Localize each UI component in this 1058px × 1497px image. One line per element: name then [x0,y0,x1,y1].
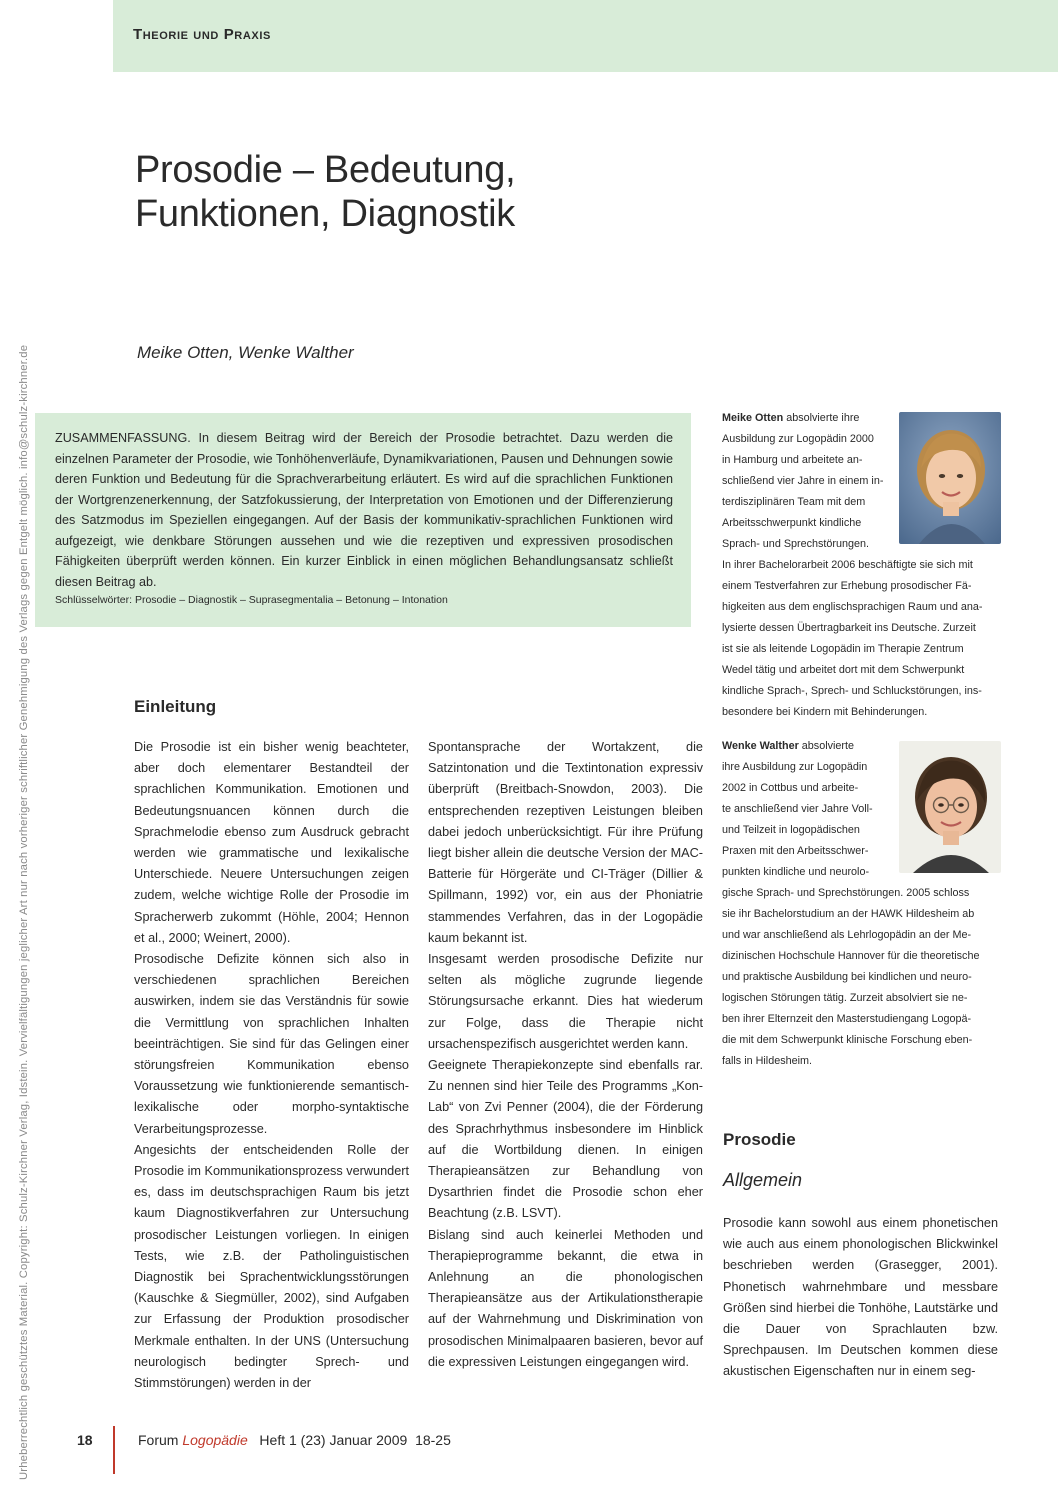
paragraph: Prosodische Defizite können sich also in verschiedenen sprachlichen Bereichen auswirken, indem sie das Verständnis für sowie die Vermittlung von sprachlichen Inhalten beeinträchtigen. Sie sind für das Gelingen einer störungsfreien Kommunikation ebenso Voraussetzung wie funktionierende semantisch-lexikalische oder morpho-syntaktische Verarbeitungsprozesse. [134,952,409,1136]
abstract-text: ZUSAMMENFASSUNG. In diesem Beitrag wird der Bereich der Prosodie betrachtet. Dazu werden die einzelnen Parameter der Prosodie, wie Tonhöhenverläufe, Dynamikvariationen, Pausen und Dehnungen sowie deren Funktion und Bedeutung für die Sprachverarbeitung erläutert. Es wird auf die sprachlichen Funktionen der Wortgrenzenerkennung, der Satzfokussierung, der Interpretation von Emotionen und der Differenzierung des Satzmodus im Speziellen eingegangen. Auf der Basis der kommunikativ-sprachlichen Funktionen wird aufgezeigt, wie denkbare Störungen aussehen und wie die rezeptiven und expressiven prosodischen Fähigkeiten überprüft werden können. Ein kurzer Einblick in einen möglichen Behandlungsansatz schließt diesen Beitrag ab. [55,431,673,589]
bio-line: Ausbildung zur Logopädin 2000 [722,433,874,445]
paragraph: Prosodie kann sowohl aus einem phonetischen wie auch aus einem phonologischen Blickwinkel beschrieben werden (Grasegger, 2001). Phonetisch wahrnehmbare und messbare Größen sind hierbei die Tonhöhe, Lautstärke und die Dauer von Sprachlauten bzw. Sprechpausen. Im Deutschen kommen diese akustischen Eigenschaften nur in einem seg- [723,1216,998,1379]
abstract-box [35,413,691,627]
bio-line: terdisziplinären Team mit dem [722,496,866,508]
bio-line: kindliche Sprach-, Sprech- und Schluckstörungen, ins- [722,685,982,697]
bio-line: dizinischen Hochschule Hannover für die theoretische [722,950,980,962]
bio-line: und praktische Ausbildung bei kindlichen und neuro- [722,971,972,983]
bio-line: ihre Ausbildung zur Logopädin [722,761,868,773]
bio-line: logischen Störungen tätig. Zurzeit absolviert sie ne- [722,992,968,1004]
article-authors: Meike Otten, Wenke Walther [137,343,354,362]
section-label: Theorie und Praxis [133,26,271,43]
bio-line: und war anschließend als Lehrlogopädin an der Me- [722,929,972,941]
keywords: Schlüsselwörter: Prosodie – Diagnostik – Suprasegmentalia – Betonung – Intonation [55,594,448,606]
page-number: 18 [77,1432,93,1448]
footer-divider [113,1426,115,1474]
copyright-notice: Urheberrechtlich geschütztes Material. Copyright: Schulz-Kirchner Verlag, Idstein. Vervielfältigungen jeglicher Art nur nach vorheriger schriftlicher Genehmigung des Verlags gegen Entgelt möglich. info@schulz-kirchner.de [18,344,30,1480]
bio-line: ist sie als leitende Logopädin im Therapie Zentrum [722,643,964,655]
bio-name: Meike Otten [722,412,784,424]
bio-line: punkten kindliche und neurolo- [722,866,870,878]
journal-footer [138,1432,451,1448]
bio-line: in Hamburg und arbeitete an- [722,454,863,466]
body-column-2 [428,737,703,1373]
bio-line: Sprach- und Sprechstörungen. [722,538,870,550]
journal-issue: Heft 1 (23) Januar 2009 18-25 [247,1432,451,1448]
journal-name-1: Forum [138,1432,183,1448]
bio-line: besondere bei Kindern mit Behinderungen. [722,706,928,718]
bio-line: higkeiten aus dem englischsprachigen Raum und ana- [722,601,983,613]
bio-name: Wenke Walther [722,740,799,752]
bio-line: Arbeitsschwerpunkt kindliche [722,517,862,529]
bio-line: In ihrer Bachelorarbeit 2006 beschäftigte sie sich mit [722,559,973,571]
bio-line: ben ihrer Elternzeit den Masterstudiengang Logopä- [722,1013,972,1025]
bio-intro: absolvierte [798,740,855,752]
paragraph: Geeignete Therapiekonzepte sind ebenfalls rar. Zu nennen sind hier Teile des Programms „Kon-Lab“ von Zvi Penner (2004), die der Förderung des Sprachrhythmus insbesondere im Hinblick auf die Wortbildung dienen. In einigen Therapieansätzen zur Behandlung von Dysarthrien findet die Prosodie schon eher Beachtung (z.B. LSVT). [428,1058,703,1221]
bio-line: Wedel tätig und arbeitet dort mit dem Schwerpunkt [722,664,965,676]
paragraph: Angesichts der entscheidenden Rolle der Prosodie im Kommunikationsprozess verwundert es, dass im deutschsprachigen Raum bis jetzt kaum Diagnostikverfahren zur Untersuchung prosodischer Leistungen vorliegen. In einigen Tests, wie z.B. der Patholinguistischen Diagnostik bei Sprachentwicklungsstörungen (Kauschke & Siegmüller, 2002), sind Aufgaben zur Erfassung der Produktion prosodischer Merkmale enthalten. In der UNS (Untersuchung neurologisch bedingter Sprech- und Stimmstörungen) werden in der [134,1142,410,1391]
body-column-1 [134,737,409,1394]
bio-line: falls in Hildesheim. [722,1055,813,1067]
bio-line: sie ihr Bachelorstudium an der HAWK Hildesheim ab [722,908,975,920]
bio-intro: absolvierte ihre [783,412,860,424]
paragraph: Bislang sind auch keinerlei Methoden und Therapieprogramme bekannt, die etwa in Anlehnung an die phonologischen Therapieansätze aus der Artikulationstherapie auf der Wahrnehmung und Diskrimination von prosodischen Minimalpaaren basieren, bevor auf die expressiven Leistungen eingegangen wird. [428,1227,703,1369]
paragraph: Spontansprache der Wortakzent, die Satzintonation und die Textintonation expressiv überprüft (Breitbach-Snowdon, 2003). Die entsprechenden rezeptiven Leistungen bleiben dabei jedoch unberücksichtigt. Für ihre Prüfung liegt bisher allein die deutsche Version der MAC-Batterie für Hörgeräte und CI-Träger (Dillier & Spillmann, 1992) vor, ein aus der Phoniatrie stammendes Verfahren, das in der Logopädie kaum bekannt ist. [428,740,703,945]
bio-line: gische Sprach- und Sprechstörungen. 2005 schloss [722,887,970,899]
bio-line: 2002 in Cottbus und arbeite- [722,782,859,794]
title-line-2: Funktionen, Diagnostik [135,193,515,235]
bio-walther [722,736,1012,1072]
bio-line: und Teilzeit in logopädischen [722,824,860,836]
bio-line: einem Testverfahren zur Erhebung prosodischer Fä- [722,580,972,592]
heading-prosodie: Prosodie [723,1130,796,1149]
article-title [135,148,695,236]
paragraph: Insgesamt werden prosodische Defizite nur selten als mögliche zugrunde liegende Störungsursache erkannt. Dies hat wiederum zur Folge, dass die Therapie nicht ursachenspezifisch ausgerichtet werden kann. [428,952,703,1051]
body-column-3 [723,1213,998,1383]
bio-line: te anschließend vier Jahre Voll- [722,803,873,815]
journal-name-2: Logopädie [182,1432,248,1448]
bio-otten [722,408,1012,723]
title-line-1: Prosodie – Bedeutung, [135,149,516,191]
bio-line: schließend vier Jahre in einem in- [722,475,884,487]
bio-line: Praxen mit den Arbeitsschwer- [722,845,869,857]
bio-line: die mit dem Schwerpunkt klinische Forschung eben- [722,1034,973,1046]
paragraph: Die Prosodie ist ein bisher wenig beachteter, aber doch elementarer Bestandteil der sprachlichen Kommunikation. Emotionen und Bedeutungsnuancen können durch die Sprachmelodie ebenso zum Ausdruck gebracht werden wie grammatische und lexikalische Unterschiede. Neuere Untersuchungen zeigen zudem, welche wichtige Rolle der Prosodie im Spracherwerb zukommt (Höhle, 2004; Hennon et al., 2000; Weinert, 2000). [134,740,409,945]
bio-line: lysierte dessen Übertragbarkeit ins Deutsche. Zurzeit [722,622,976,634]
heading-einleitung: Einleitung [134,697,217,716]
heading-allgemein: Allgemein [723,1170,803,1190]
